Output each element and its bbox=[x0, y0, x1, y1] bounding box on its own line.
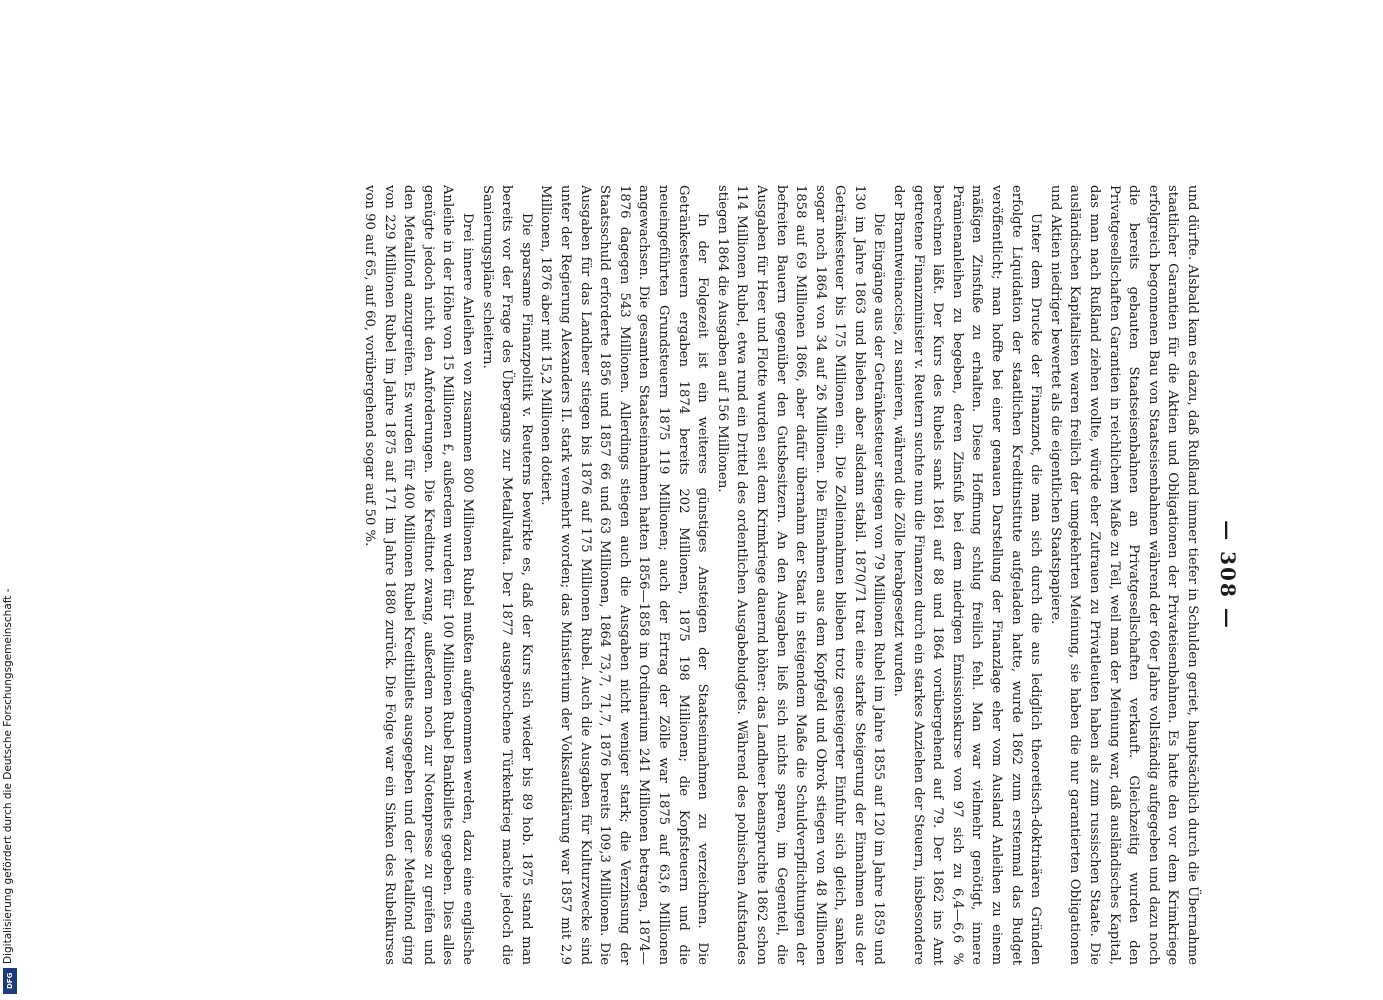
paragraph: In der Folgezeit ist ein weiteres günstiges Ansteigen der Staatseinnahmen zu verzeichnen. Die Getränkesteuern ergaben 1874 bereits 202 Millionen, 1875 198 Millionen; die Kopfsteuern und die neueingeführten Grundsteuern 1875 119 Millionen; auch der Ertrag der Zölle war 1875 auf 63,6 Millionen angewachsen. Die gesamten Staatseinnahmen hatten 1856—1858 im Ordinarium 241 Millionen betragen, 1874—1876 dagegen 543 Millionen. Allerdings stiegen auch die Ausgaben nicht weniger stark; die Verzinsung der Staatsschuld erforderte 1856 und 1857 66 und 63 Millionen, 1864 73,7, 71,7, 1876 bereits 109,3 Millionen. Die Ausgaben für das Landheer stiegen bis 1876 auf 175 Millionen Rubel. Auch die Ausgaben für Kulturzwecke sind unter der Regierung Alexanders II. stark vermehrt worden; das Ministerium der Volksaufklärung war 1857 mit 2,9 Millionen, 1876 aber mit 15,2 Millionen dotiert. bbox=[538, 185, 711, 965]
page-number: — 308 — bbox=[1216, 520, 1240, 630]
rotated-text-block bbox=[140, 185, 1240, 965]
credit-text: Digitalisierung gefördert durch die Deutsche Forschungsgemeinschaft - bbox=[2, 588, 14, 964]
paragraph: Die sparsame Finanzpolitik v. Reuterns bewirkte es, daß der Kurs sich wieder bis 89 hob. 1875 stand man bereits vor der Frage des Übergangs zur Metallvaluta. Der 1877 ausgebrochene Türkenkrieg machte jedoch die Sanierungspläne scheitern. bbox=[479, 185, 534, 965]
dfg-logo-icon: DFG bbox=[3, 968, 17, 994]
paragraph: Drei innere Anleihen von zusammen 800 Millionen Rubel mußten aufgenommen werden, dazu eine englische Anleihe in der Höhe von 15 Millionen £, außerdem wurden für 100 Millionen Rubel Bankbillets gegeben. Dies alles genügte jedoch nicht den Anforderungen. Die Kreditnot zwang, außerdem noch zur Notenpresse zu greifen und den Metallfond anzugreifen. Es wurden für 400 Millionen Rubel Kreditbillets ausgegeben und der Metallfond ging von 229 Millionen Rubel im Jahre 1875 auf 171 im Jahre 1880 zurück. Die Folge war ein Sinken des Rubelkurses von 90 auf 65, auf 60, vorübergehend sogar auf 50 %. bbox=[362, 185, 476, 965]
digitization-credit bbox=[0, 560, 22, 1000]
paragraph: Unter dem Drucke der Finanznot, die man sich durch die aus lediglich theoretisch-doktrinären Gründen erfolgte Liquidation der staatlichen Kreditinstitute aufgeladen hatte, wurde 1862 zum erstenmal das Budget veröffentlicht; man hoffte bei einer genauen Darstellung der Finanzlage eher vom Ausland Anleihen zu einem mäßigen Zinsfuße zu erhalten. Diese Hoffnung schlug freilich fehl. Man war vielmehr genötigt, innere Prämienanleihen zu begeben, deren Zinsfuß bei dem niedrigen Emissionskurse von 97 sich zu 6,4—6,6 % berechnen läßt. Der Kurs des Rubels sank 1861 auf 88 und 1864 vorübergehend auf 79. Der 1862 ins Amt getretene Finanzminister v. Reutern suchte nun die Finanzen durch ein starkes Anziehen der Steuern, insbesondere der Branntweinaccise, zu sanieren, während die Zölle herabgesetzt wurden. bbox=[891, 185, 1044, 965]
paragraph: und dürfte. Alsbald kam es dazu, daß Rußland immer tiefer in Schulden geriet, hauptsächlich durch die Übernahme staatlicher Garantien für die Aktien und Obligationen der Privateisenbahnen. Es hatte den vor dem Krimkriege erfolgreich begonnenen Bau von Staatseisenbahnen während der 60er Jahre vollständig aufgegeben und dazu noch die bereits gebauten Staatseisenbahnen an Privatgesellschaften verkauft. Gleichzeitig wurden den Privatgesellschaften Garantien in reichlichem Maße zu Teil, weil man der Meinung war, daß ausländisches Kapital, das man nach Rußland ziehen wollte, würde eher Zutrauen zu Privatleuten haben als zum russischen Staate. Die ausländischen Kapitalisten waren freilich der umgekehrten Meinung, sie haben die nur garantierten Obligationen und Aktien niedriger bewertet als die eigentlichen Staatspapiere. bbox=[1047, 185, 1200, 965]
paragraph: Die Eingänge aus der Getränkesteuer stiegen von 79 Millionen Rubel im Jahre 1855 auf 120 im Jahre 1859 und 130 im Jahre 1863 und blieben aber alsdann stabil. 1870/71 trat eine starke Steigerung der Einnahmen aus der Getränkesteuer bis 175 Millionen ein. Die Zolleinnahmen blieben trotz gesteigerter Einfuhr sich gleich, sanken sogar noch 1864 von 34 auf 26 Millionen. Die Einnahmen aus dem Kopfgeld und Obrok stiegen von 48 Millionen 1858 auf 69 Millionen 1866, aber dafür übernahm der Staat in steigendem Maße die Schuldverpflichtungen der befreiten Bauern gegenüber den Gutsbesitzern. An den Ausgaben ließ sich nichts sparen, im Gegenteil, die Ausgaben für Heer und Flotte wurden seit dem Krimkriege dauernd höher: das Landheer beanspruchte 1862 schon 114 Millionen Rubel, etwa rund ein Drittel des ordentlichen Ausgabebudgets. Während des polnischen Aufstandes stiegen 1864 die Ausgaben auf 156 Millionen. bbox=[714, 185, 887, 965]
